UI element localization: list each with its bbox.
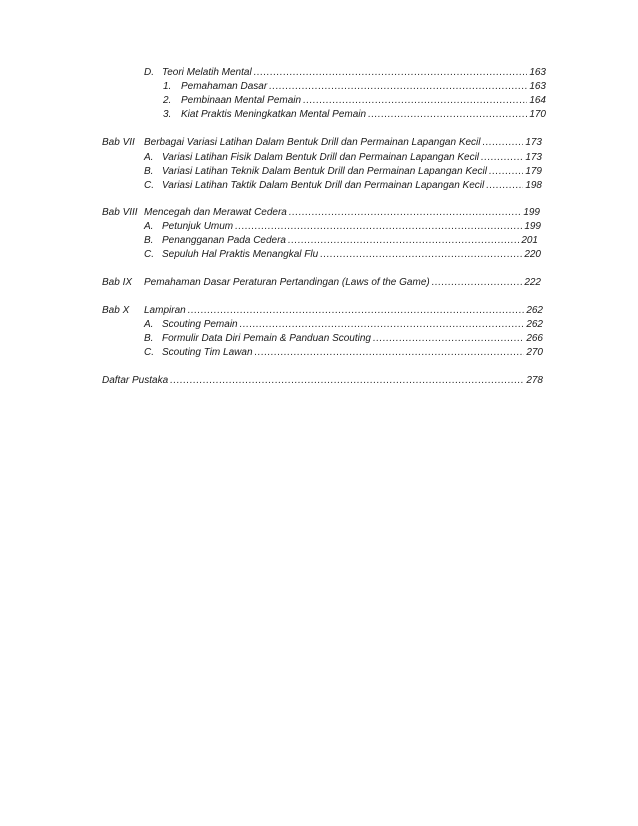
toc-chapter[interactable] (102, 304, 543, 318)
entry-page: 164 (529, 95, 546, 106)
entry-page: 163 (529, 81, 546, 92)
entry-label: 3. (163, 109, 172, 120)
entry-page: 222 (524, 277, 541, 288)
dot-leader (486, 179, 523, 193)
entry-label: A. (144, 221, 154, 232)
toc-entry[interactable] (144, 151, 542, 165)
entry-label: 2. (163, 95, 172, 106)
entry-label: C. (144, 180, 154, 191)
toc-entry[interactable] (144, 332, 543, 346)
dot-leader (255, 346, 525, 360)
entry-page: 266 (526, 333, 543, 344)
entry-page: 262 (526, 319, 543, 330)
entry-label: B. (144, 166, 154, 177)
toc-chapter[interactable] (102, 276, 541, 290)
entry-title: Variasi Latihan Teknik Dalam Bentuk Drill dan Permainan Lapangan Kecil (162, 166, 487, 177)
entry-page: 220 (524, 249, 541, 260)
dot-leader (432, 276, 523, 290)
entry-page: 199 (524, 221, 541, 232)
entry-label: B. (144, 235, 154, 246)
toc-entry[interactable] (144, 179, 542, 193)
dot-leader (188, 304, 525, 318)
entry-title: Formulir Data Diri Pemain & Panduan Scouting (162, 333, 371, 344)
dot-leader (254, 66, 528, 80)
dot-leader (489, 165, 523, 179)
dot-leader (368, 108, 527, 122)
entry-title: Pembinaan Mental Pemain (181, 95, 302, 106)
dot-leader (269, 80, 527, 94)
entry-title: Variasi Latihan Fisik Dalam Bentuk Drill dan Permainan Lapangan Kecil (162, 152, 480, 163)
chapter-title: Pemahaman Dasar Peraturan Pertandingan (Laws of the Game) (144, 277, 430, 288)
toc-entry[interactable] (163, 94, 546, 108)
entry-title: Scouting Pemain (162, 319, 238, 330)
entry-page: 198 (525, 180, 542, 191)
dot-leader (483, 136, 524, 150)
chapter-title: Mencegah dan Merawat Cedera (144, 207, 287, 218)
entry-title: Sepuluh Hal Praktis Menangkal Flu (162, 249, 319, 260)
chapter-label: Bab IX (102, 277, 133, 288)
dot-leader (235, 220, 522, 234)
entry-page: 201 (521, 235, 538, 246)
dot-leader (373, 332, 524, 346)
toc-entry[interactable] (144, 66, 546, 80)
toc-chapter[interactable] (102, 206, 540, 220)
chapter-label: Bab VIII (102, 207, 138, 218)
entry-title: Kiat Praktis Meningkatkan Mental Pemain (181, 109, 367, 120)
chapter-title: Berbagai Variasi Latihan Dalam Bentuk Drill dan Permainan Lapangan Kecil (144, 137, 481, 148)
bibliography-title: Daftar Pustaka (102, 375, 169, 386)
entry-title: Petunjuk Umum (162, 221, 234, 232)
entry-page: 199 (523, 207, 540, 218)
toc-entry[interactable] (144, 318, 543, 332)
entry-page: 270 (526, 347, 543, 358)
dot-leader (303, 94, 527, 108)
dot-leader (320, 248, 522, 262)
entry-title: Teori Melatih Mental (162, 67, 252, 78)
chapter-label: Bab VII (102, 137, 135, 148)
toc-entry[interactable] (144, 248, 541, 262)
entry-title: Scouting Tim Lawan (162, 347, 253, 358)
dot-leader (289, 206, 521, 220)
entry-label: D. (144, 67, 154, 78)
entry-page: 173 (525, 152, 542, 163)
entry-page: 262 (526, 305, 543, 316)
toc-entry[interactable] (144, 220, 541, 234)
dot-leader (481, 151, 523, 165)
entry-page: 179 (525, 166, 542, 177)
toc-bibliography[interactable] (102, 374, 543, 388)
entry-title: Penangganan Pada Cedera (162, 235, 286, 246)
chapter-label: Bab X (102, 305, 130, 316)
entry-page: 170 (529, 109, 546, 120)
chapter-title: Lampiran (144, 305, 186, 316)
toc-entry[interactable] (163, 80, 546, 94)
toc-entry[interactable] (163, 108, 546, 122)
entry-page: 278 (526, 375, 543, 386)
entry-title: Pemahaman Dasar (181, 81, 268, 92)
toc-entry[interactable] (144, 346, 543, 360)
entry-label: C. (144, 347, 154, 358)
entry-page: 163 (529, 67, 546, 78)
toc-chapter[interactable] (102, 136, 542, 150)
entry-label: C. (144, 249, 154, 260)
dot-leader (170, 374, 524, 388)
entry-title: Variasi Latihan Taktik Dalam Bentuk Drill dan Permainan Lapangan Kecil (162, 180, 485, 191)
toc-entry[interactable] (144, 165, 542, 179)
entry-label: B. (144, 333, 154, 344)
toc-entry[interactable] (144, 234, 538, 248)
dot-leader (240, 318, 525, 332)
entry-label: 1. (163, 81, 172, 92)
entry-label: A. (144, 152, 154, 163)
entry-label: A. (144, 319, 154, 330)
entry-page: 173 (525, 137, 542, 148)
dot-leader (288, 234, 519, 248)
